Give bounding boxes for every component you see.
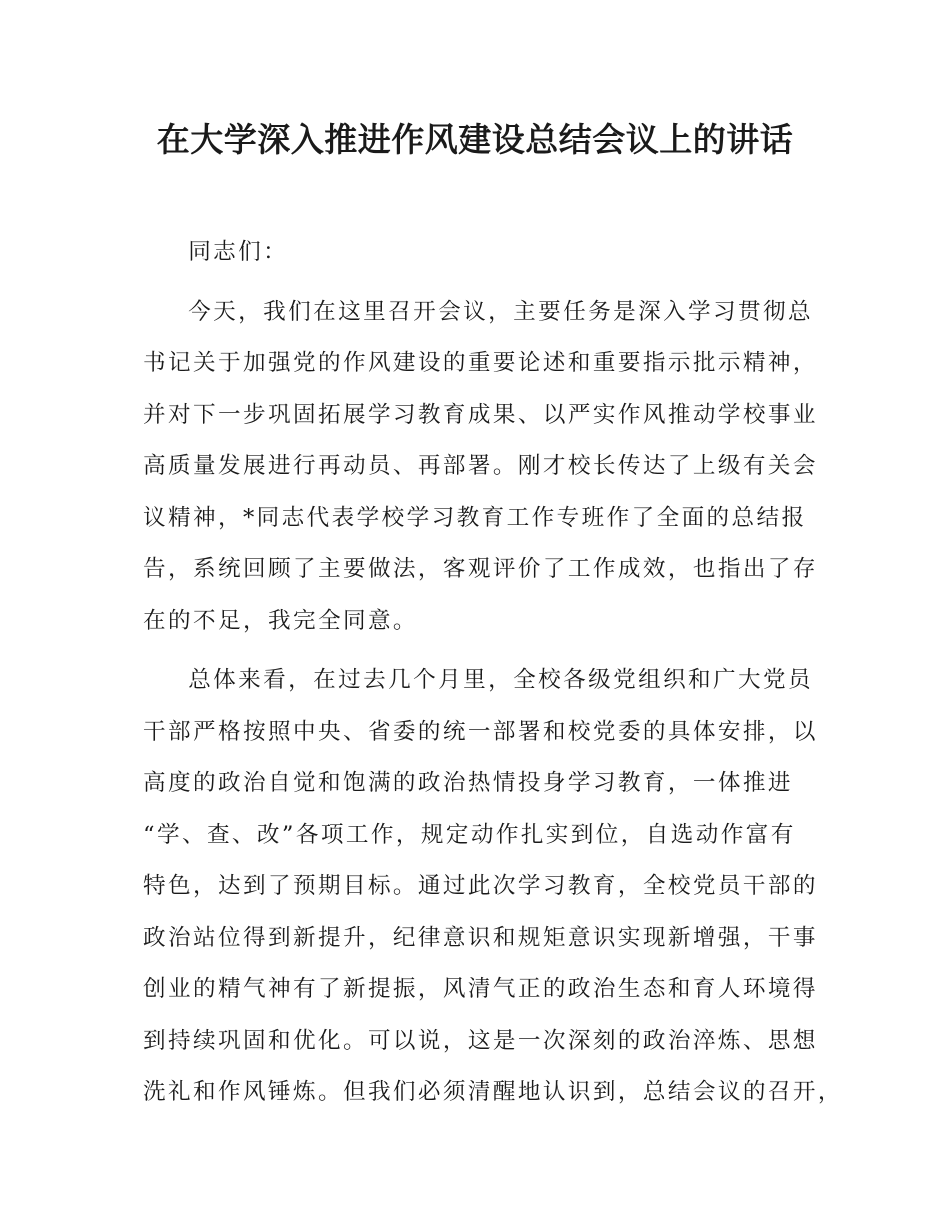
paragraph-line: 干部严格按照中央、省委的统一部署和校党委的具体安排，以 bbox=[143, 718, 818, 745]
paragraph-line: 总体来看，在过去几个月里，全校各级党组织和广大党员 bbox=[188, 667, 814, 693]
paragraph-line: 政治站位得到新提升，纪律意识和规矩意识实现新增强，干事 bbox=[143, 924, 818, 951]
paragraph-line: 在的不足，我完全同意。 bbox=[143, 607, 418, 634]
paragraph-2 bbox=[143, 655, 843, 1119]
paragraph-line: 高度的政治自觉和饱满的政治热情投身学习教育，一体推进 bbox=[143, 770, 793, 796]
paragraph-line: 创业的精气神有了新提振，风清气正的政治生态和育人环境得 bbox=[143, 976, 818, 1002]
paragraph-line: 书记关于加强党的作风建设的重要论述和重要指示批示精神， bbox=[143, 350, 818, 376]
paragraph-line: “学、查、改”各项工作，规定动作扎实到位，自选动作富有 bbox=[143, 821, 796, 848]
document-title: 在大学深入推进作风建设总结会议上的讲话 bbox=[156, 120, 794, 159]
paragraph-line: 高质量发展进行再动员、再部署。刚才校长传达了上级有关会 bbox=[143, 453, 818, 479]
paragraph-1 bbox=[143, 287, 818, 648]
paragraph-line: 特色，达到了预期目标。通过此次学习教育，全校党员干部的 bbox=[143, 873, 818, 899]
paragraph-line: 并对下一步巩固拓展学习教育成果、以严实作风推动学校事业 bbox=[143, 401, 818, 428]
salutation: 同志们： bbox=[188, 239, 289, 265]
paragraph-line: 到持续巩固和优化。可以说，这是一次深刻的政治淬炼、思想 bbox=[143, 1027, 818, 1054]
paragraph-line: 今天，我们在这里召开会议，主要任务是深入学习贯彻总 bbox=[188, 298, 814, 325]
document-body bbox=[143, 227, 843, 1127]
paragraph-line: 议精神，*同志代表学校学习教育工作专班作了全面的总结报 bbox=[143, 504, 807, 531]
paragraph-line: 洗礼和作风锤炼。但我们必须清醒地认识到，总结会议的召开， bbox=[143, 1079, 843, 1105]
paragraph-line: 告，系统回顾了主要做法，客观评价了工作成效，也指出了存 bbox=[143, 556, 818, 582]
